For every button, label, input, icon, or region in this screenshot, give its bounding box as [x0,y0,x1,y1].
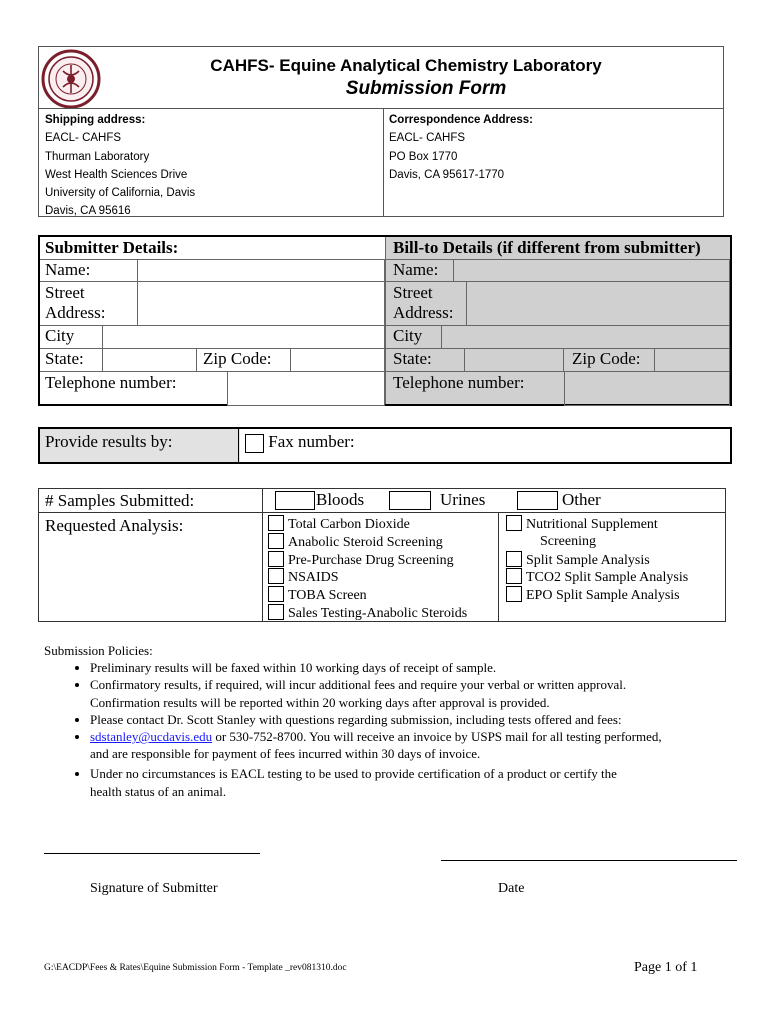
option-label: Screening [540,533,596,549]
submitter-phone-label: Telephone number: [45,373,177,392]
correspondence-line: Davis, CA 95617-1770 [389,168,505,181]
correspondence-address [389,111,533,184]
analysis-checkbox[interactable] [268,533,284,549]
submitter-zip-field[interactable] [290,348,385,372]
lab-name: CAHFS- Equine Analytical Chemistry Laboratory [210,56,602,75]
list-item [506,533,688,551]
analysis-checkbox[interactable] [268,515,284,531]
form-header [38,46,724,217]
submitter-city-label: City [45,326,75,345]
option-label: Split Sample Analysis [526,552,650,568]
list-item [506,515,688,533]
analysis-checkbox[interactable] [506,551,522,567]
policy-text: health status of an animal. [90,783,227,799]
policy-text: or 530-752-8700. You will receive an invoice by USPS mail for all testing performed, [212,729,662,745]
list-item [268,604,467,622]
submitter-zip-label: Zip Code: [203,349,272,368]
policy-item [90,765,734,799]
shipping-line: West Health Sciences Drive [45,168,188,181]
date-label: Date [498,881,525,896]
shipping-line: Davis, CA 95616 [45,205,131,218]
details-grid [38,235,732,406]
list-item [268,551,467,569]
form-title: Submission Form [345,78,507,99]
option-label: Nutritional Supplement [526,517,658,532]
shipping-line: University of California, Davis [45,187,196,200]
shipping-address [45,111,195,221]
billto-city-label: City [393,326,423,345]
footer-file-path: G:\EACDP\Fees & Rates\Equine Submission Form - Template _rev081310.doc [44,963,347,973]
billto-street-label [388,283,453,323]
page-number: Page 1 of 1 [634,960,698,975]
list-item [506,586,688,604]
signature-label: Signature of Submitter [90,881,218,896]
contact-email-link[interactable]: sdstanley@ucdavis.edu [90,729,213,745]
fax-label: Fax number: [268,432,355,451]
billto-state-label: State: [393,349,432,368]
other-count-field[interactable] [517,491,558,510]
analysis-label: Requested Analysis: [45,516,184,535]
correspondence-line: PO Box 1770 [389,150,458,163]
results-row [38,427,732,464]
billto-zip-label: Zip Code: [572,349,641,368]
bloods-count-field[interactable] [275,491,315,510]
fax-checkbox[interactable] [245,434,264,453]
signature-line[interactable] [44,853,260,854]
billto-city-field[interactable] [441,325,730,349]
billto-name-field[interactable] [453,259,730,282]
submitter-state-label: State: [45,349,84,368]
list-item [268,568,467,586]
option-label: Anabolic Steroid Screening [288,534,443,550]
analysis-checkbox[interactable] [268,568,284,584]
street-label-line: Address: [393,303,454,322]
submitter-phone-field[interactable] [227,371,385,406]
date-line[interactable] [441,860,737,861]
analysis-checkbox[interactable] [506,515,522,531]
bloods-label: Bloods [316,490,365,509]
correspondence-label: Correspondence Address: [389,114,533,126]
shipping-label: Shipping address: [45,114,146,126]
analysis-checkbox[interactable] [268,551,284,567]
analysis-checkbox[interactable] [268,604,284,620]
option-label: Total Carbon Dioxide [288,517,410,532]
option-label: Sales Testing-Anabolic Steroids [288,605,468,621]
analysis-checkbox[interactable] [506,586,522,602]
billto-phone-label: Telephone number: [393,373,525,392]
option-label: TOBA Screen [288,588,367,604]
analysis-checkbox[interactable] [506,568,522,584]
submitter-street-label [40,283,105,323]
submitter-city-field[interactable] [102,325,385,349]
list-item [506,551,688,569]
shipping-line: Thurman Laboratory [45,150,150,163]
analysis-options-right [506,515,688,604]
results-label: Provide results by: [45,432,173,451]
policy-text: and are responsible for payment of fees incurred within 30 days of invoice. [90,746,481,762]
billto-phone-field[interactable] [564,371,730,406]
option-label: NSAIDS [288,570,339,586]
submitter-heading: Submitter Details: [45,238,179,257]
urines-count-field[interactable] [389,491,431,510]
street-label-line: Address: [45,303,106,322]
correspondence-line: EACL- CAHFS [389,132,466,145]
street-label-line: Street [45,283,85,302]
option-label: EPO Split Sample Analysis [526,588,680,604]
analysis-checkbox[interactable] [268,586,284,602]
billto-zip-field[interactable] [654,348,730,372]
policy-text: Under no circumstances is EACL testing to be used to provide certification of a product or certify the [90,766,617,782]
policy-item [90,676,734,710]
policies-heading: Submission Policies: [44,643,153,658]
policy-item: • Please contact Dr. Scott Stanley with questions regarding submission, including tests offered and fees: [90,711,734,728]
shipping-line: EACL- CAHFS [45,132,122,145]
other-label: Other [562,490,601,509]
list-item [268,533,467,551]
billto-heading: Bill-to Details (if different from submitter) [393,238,701,257]
samples-section [38,488,726,622]
submitter-name-field[interactable] [137,259,385,282]
policy-text: Confirmation results will be reported within 20 working days after approval is provided. [90,694,550,710]
analysis-options-left [268,515,467,622]
submitter-state-field[interactable] [102,348,197,372]
list-item [506,568,688,586]
billto-street-field[interactable] [466,281,730,326]
submitter-street-field[interactable] [137,281,385,326]
urines-label: Urines [440,490,486,509]
policy-text: Confirmatory results, if required, will incur additional fees and require your verbal or written approval. [90,677,627,693]
option-label: Pre-Purchase Drug Screening [288,552,454,568]
billto-state-field[interactable] [464,348,564,372]
list-item [268,586,467,604]
street-label-line: Street [393,283,433,302]
samples-label: # Samples Submitted: [45,491,195,510]
option-label: TCO2 Split Sample Analysis [526,570,689,586]
policy-item: • Preliminary results will be faxed within 10 working days of receipt of sample. [90,659,734,676]
submitter-name-label: Name: [45,260,91,279]
submission-policies [44,642,734,800]
billto-name-label: Name: [393,260,439,279]
policy-item [90,728,734,762]
list-item [268,515,467,533]
